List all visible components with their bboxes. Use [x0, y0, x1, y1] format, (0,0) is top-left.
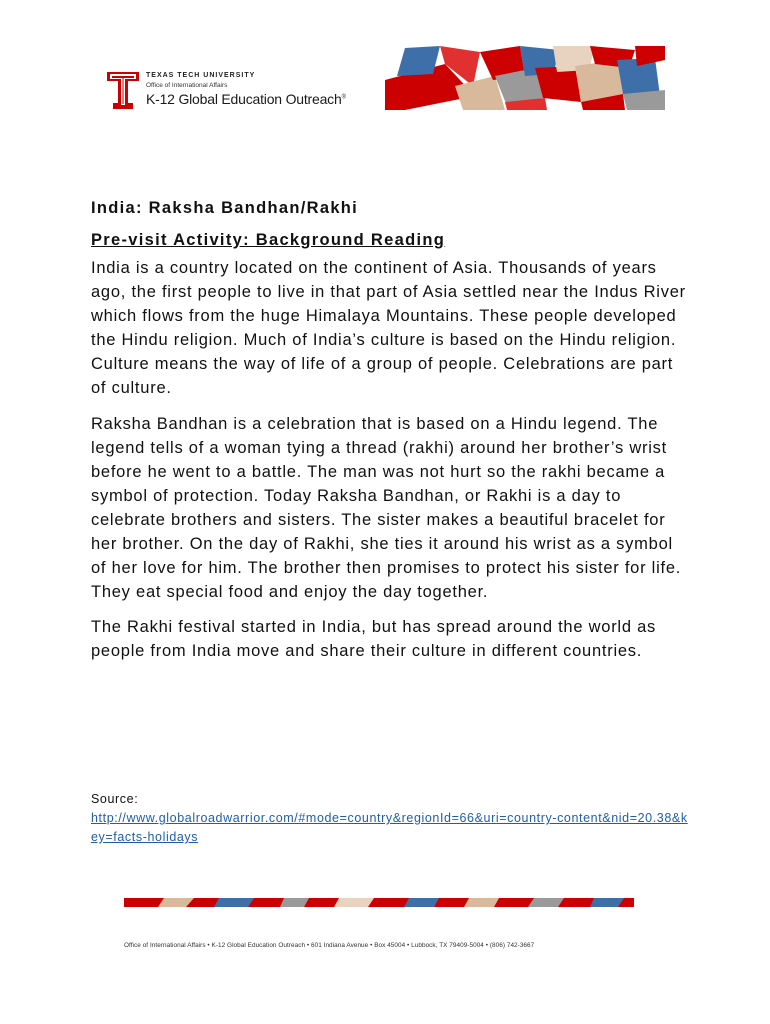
office-name: Office of International Affairs	[146, 82, 228, 89]
footer-address: Office of International Affairs • K-12 Global Education Outreach • 601 Indiana Avenue • Box 45004 • Lubbock, TX 79409-5004 • (806) 742-3667	[124, 942, 535, 949]
decorative-banner	[385, 46, 665, 110]
footer-banner	[124, 898, 634, 907]
letterhead	[100, 46, 665, 114]
source-link[interactable]: http://www.globalroadwarrior.com/#mode=country&regionId=66&uri=country-content&nid=20.38&key=facts-holidays	[91, 811, 688, 844]
source-citation	[91, 790, 691, 847]
program-name: K-12 Global Education Outreach®	[146, 91, 346, 107]
document-body	[91, 196, 691, 675]
double-t-logo	[106, 70, 140, 110]
paragraph-raksha-bandhan: Raksha Bandhan is a celebration that is based on a Hindu legend. The legend tells of a woman tying a thread (rakhi) around her brother’s wrist before he went to a battle. The man was not hurt so the rakhi became a symbol of protection. Today Raksha Bandhan, or Rakhi is a day to celebrate brothers and sisters. The sister makes a beautiful bracelet for her brother. On the day of Rakhi, she ties it around his wrist as a symbol of her love for him. The brother then promises to protect his sister for life. They eat special food and enjoy the day together.	[91, 414, 682, 602]
paragraph-rakhi-festival: The Rakhi festival started in India, but has spread around the world as people from India move and share their culture in different countries.	[91, 618, 657, 661]
document-title: India: Raksha Bandhan/Rakhi	[91, 199, 359, 217]
document-subtitle: Pre-visit Activity: Background Reading	[91, 231, 446, 249]
trademark-symbol: ®	[341, 94, 346, 101]
paragraph-india: India is a country located on the continent of Asia. Thousands of years ago, the first people to live in that part of Asia settled near the Indus River which flows from the huge Himalaya Mountains. These people developed the Hindu religion. Much of India’s culture is based on the Hindu religion. Culture means the way of life of a group of people. Celebrations are part of culture.	[91, 259, 686, 398]
source-label: Source:	[91, 792, 139, 806]
university-name: TEXAS TECH UNIVERSITY	[146, 72, 256, 79]
